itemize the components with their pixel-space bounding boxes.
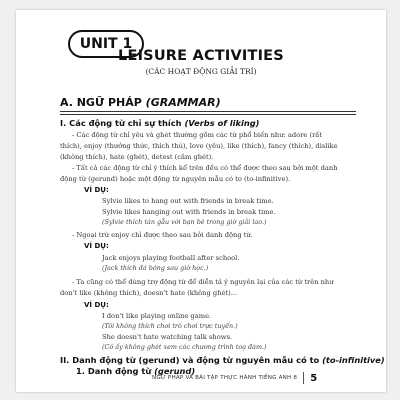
example-2-line-1: Jack enjoys playing football after school. <box>102 254 240 262</box>
example-3-translation-2: (Cô ấy không ghét xem các chương trình toạ đàm.) <box>102 343 267 351</box>
section-divider <box>60 111 356 115</box>
example-3-line-1: I don't like playing online game. <box>102 312 212 320</box>
paragraph-3: - Ngoại trừ enjoy chỉ được theo sau bởi danh động từ. <box>72 231 253 239</box>
example-label-3: VÍ DỤ: <box>84 301 109 309</box>
subheading-gerund-infinitive <box>60 355 385 365</box>
paragraph-2-line-2: động từ (gerund) hoặc một động từ nguyên mẫu có to (to-infinitive). <box>60 175 291 183</box>
subheading-i-label: I. Các động từ chỉ sự thích <box>60 118 182 128</box>
example-3-translation-1: (Tôi không thích chơi trò chơi trực tuyến.) <box>102 322 238 330</box>
unit-badge: UNIT 1 <box>68 30 144 58</box>
example-label-2: VÍ DỤ: <box>84 242 109 250</box>
book-page <box>16 10 386 392</box>
subheading-ii-italic: (to-infinitive) <box>322 355 385 365</box>
subheading-1-label: 1. Danh động từ <box>76 366 152 376</box>
page-number: 5 <box>310 372 318 384</box>
paragraph-1-line-1: - Các động từ chỉ yêu và ghét thường gồm các từ phổ biến như: adore (rất <box>72 131 323 139</box>
section-a-heading <box>60 96 221 109</box>
subheading-ii-label: II. Danh động từ (gerund) và động từ nguyên mẫu có to <box>60 355 320 365</box>
paragraph-2-line-1: - Tất cả các động từ chỉ ý thích kể trên đều có thể được theo sau bởi một danh <box>72 164 338 172</box>
example-1-line-2: Sylvie likes hanging out with friends in break time. <box>102 208 276 216</box>
paragraph-1-line-3: (không thích), hate (ghét), detest (căm ghét). <box>60 153 214 161</box>
page-footer <box>152 372 317 384</box>
footer-book-title: NGỮ PHÁP VÀ BÀI TẬP THỰC HÀNH TIẾNG ANH 8 <box>152 375 298 381</box>
example-3-line-2: She doesn't hate watching talk shows. <box>102 333 233 341</box>
example-2-translation: (Jack thích đá bóng sau giờ học.) <box>102 264 209 272</box>
subheading-verbs-of-liking <box>60 118 259 128</box>
example-1-line-1: Sylvie likes to hang out with friends in break time. <box>102 197 274 205</box>
subheading-1-italic: (gerund) <box>154 366 196 376</box>
example-label-1: VÍ DỤ: <box>84 186 109 194</box>
page-subtitle: (CÁC HOẠT ĐỘNG GIẢI TRÍ) <box>145 67 257 76</box>
section-a-label: A. NGỮ PHÁP <box>60 96 142 109</box>
footer-divider <box>303 372 304 384</box>
page-title: LEISURE ACTIVITIES <box>118 48 284 64</box>
paragraph-4-line-1: - Ta cũng có thể dùng trợ động từ để diễn tả ý nguyên lại của các từ trên như <box>72 278 334 286</box>
paragraph-4-line-2: don't like (không thích), doesn't hate (không ghét)... <box>60 289 238 297</box>
example-1-translation: (Sylvie thích tán gẫu với bạn bè trong giờ giải lao.) <box>102 218 267 226</box>
subheading-i-italic: (Verbs of liking) <box>184 118 260 128</box>
paragraph-1-line-2: thích), enjoy (thưởng thức, thích thú), love (yêu), like (thích), fancy (thích), dislike <box>60 142 338 150</box>
section-a-italic: (GRAMMAR) <box>145 96 221 109</box>
